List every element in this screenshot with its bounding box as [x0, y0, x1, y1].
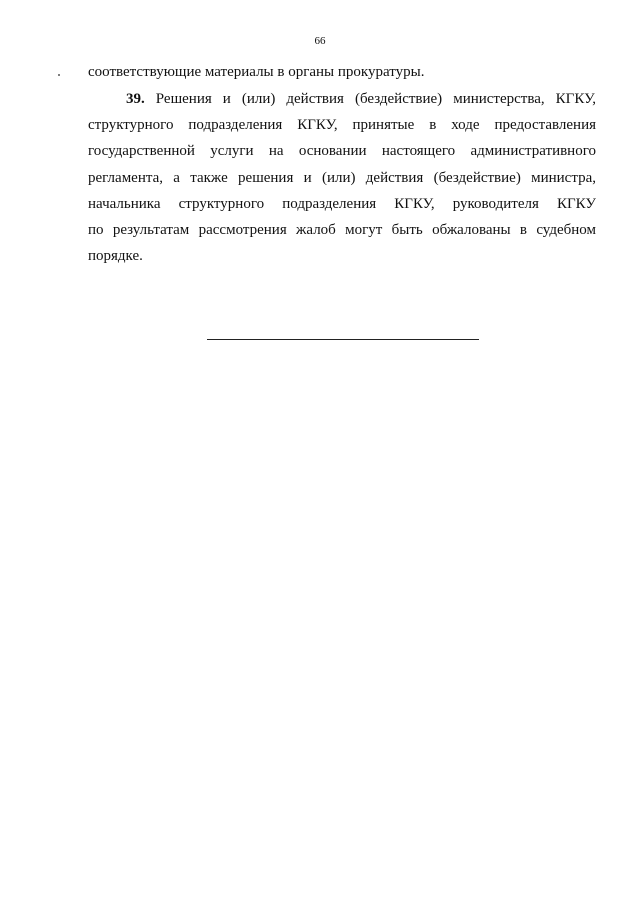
margin-mark — [58, 74, 60, 76]
paragraph-line-last: порядке. — [88, 248, 143, 264]
continuation-line: соответствующие материалы в органы прокуратуры. — [88, 64, 425, 80]
end-separator-line — [207, 339, 479, 340]
paragraph-line: государственной услуги на основании настоящего административного — [88, 143, 596, 159]
paragraph-line: регламента, а также решения и (или) действия (бездействие) министра, — [88, 170, 596, 186]
paragraph-line — [126, 89, 596, 109]
paragraph-text: Решения и (или) действия (бездействие) министерства, КГКУ, — [144, 91, 596, 107]
paragraph-line: начальника структурного подразделения КГКУ, руководителя КГКУ — [88, 196, 596, 212]
paragraph-number: 39. — [126, 91, 145, 107]
paragraph-line: по результатам рассмотрения жалоб могут быть обжалованы в судебном — [88, 222, 596, 238]
paragraph-line: структурного подразделения КГКУ, принятые в ходе предоставления — [88, 117, 596, 133]
page-number: 66 — [314, 35, 326, 47]
